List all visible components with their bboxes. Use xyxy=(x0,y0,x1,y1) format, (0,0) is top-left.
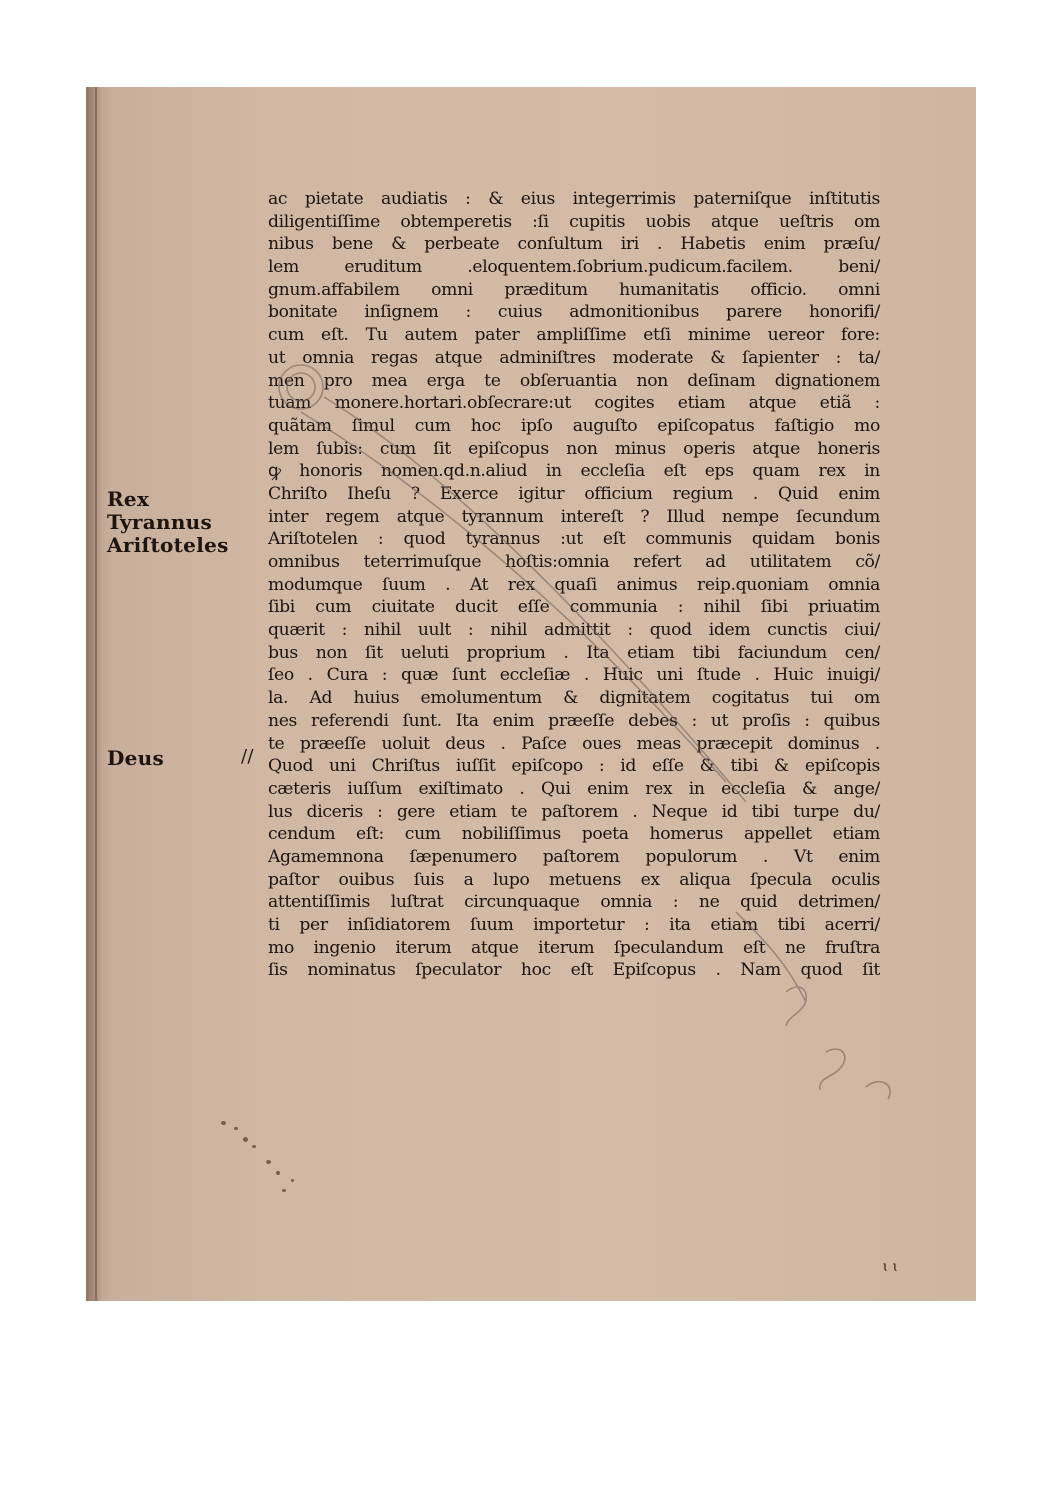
text-line: ſeo . Cura : quæ ſunt eccleſiæ . Huic uni ſtude . Huic inuigi/ xyxy=(268,665,880,686)
text-line: Ariſtotelen : quod tyrannus :ut eſt communis quidam bonis xyxy=(268,529,880,550)
text-line: te præeſſe uoluit deus . Paſce oues meas præcepit dominus . xyxy=(268,733,880,754)
body-text xyxy=(268,188,880,982)
text-line: lem eruditum .eloquentem.ſobrium.pudicum.facilem. beni/ xyxy=(268,257,880,278)
text-line: ti per inſidiatorem ſuum importetur : ita etiam tibi acerri/ xyxy=(268,915,880,935)
scanned-page xyxy=(86,87,976,1301)
text-line: attentiſſimis luſtrat circunquaque omnia : ne quid detrimen/ xyxy=(268,892,880,913)
text-line: la. Ad huius emolumentum & dignitatem cogitatus tui om xyxy=(268,688,880,709)
text-line: tuam monere.hortari.obſecrare:ut cogites etiam atque etiã : xyxy=(268,393,880,414)
text-line: Agamemnona ſæpenumero paſtorem populorum . Vt enim xyxy=(268,846,880,867)
stain-spot xyxy=(266,1160,271,1164)
margin-note-rex: Rex xyxy=(107,487,150,511)
text-line: bus non ſit ueluti proprium . Ita etiam tibi faciundum cen/ xyxy=(268,642,880,663)
stain-spot xyxy=(291,1179,294,1182)
stain-spot xyxy=(243,1137,248,1142)
text-line: ſis nominatus ſpeculator hoc eſt Epiſcopus . Nam quod ſit xyxy=(268,960,880,981)
text-line: lem ſubis: cum ſit epiſcopus non minus operis atque honeris xyxy=(268,438,880,459)
text-line: cum eſt. Tu autem pater ampliſſime etſi minime uereor fore: xyxy=(268,325,880,346)
text-line: lus diceris : gere etiam te paſtorem . Neque id tibi turpe du/ xyxy=(268,801,880,822)
binding-edge xyxy=(86,87,102,1301)
stain-spot xyxy=(276,1171,280,1175)
text-line: quærit : nihil uult : nihil admittit : quod idem cunctis ciui/ xyxy=(268,620,880,641)
margin-note-tyrannus: Tyrannus xyxy=(107,510,213,534)
text-line: ſibi cum ciuitate ducit eſſe communia : nihil ſibi priuatim xyxy=(268,597,880,618)
folio-marks: ɩ ɩ xyxy=(882,1259,898,1275)
text-line: paſtor ouibus ſuis a lupo metuens ex aliqua ſpecula oculis xyxy=(268,869,880,890)
deus-marker: // xyxy=(241,746,254,767)
text-line: cæteris iuſſum exiſtimato . Qui enim rex in eccleſia & ange/ xyxy=(268,778,880,799)
text-line: diligentiſſime obtemperetis :ſi cupitis uobis atque ueſtris om xyxy=(268,211,880,232)
margin-note-aristoteles: Ariſtoteles xyxy=(107,533,229,557)
text-line: nibus bene & perbeate conſultum iri . Habetis enim præſu/ xyxy=(268,234,880,255)
text-line: omnibus teterrimuſque hoſtis:omnia refert ad utilitatem cõ/ xyxy=(268,552,880,572)
text-line: quãtam ſimul cum hoc ipſo auguſto epiſcopatus faſtigio mo xyxy=(268,415,880,436)
text-line: ut omnia regas atque adminiſtres moderate & ſapienter : ta/ xyxy=(268,347,880,368)
text-line: ꝙ honoris nomen.qd.n.aliud in eccleſia eſt eps quam rex in xyxy=(268,461,880,482)
margin-note-deus: Deus xyxy=(107,746,165,770)
text-line: mo ingenio iterum atque iterum ſpeculandum eſt ne fruſtra xyxy=(268,937,880,958)
stain-spot xyxy=(252,1145,256,1148)
stain-spot xyxy=(221,1121,226,1125)
text-line: Quod uni Chriſtus iuſſit epiſcopo : id eſſe & tibi & epiſcopis xyxy=(268,756,880,777)
text-line: nes referendi ſunt. Ita enim præeſſe debes : ut proſis : quibus xyxy=(268,710,880,731)
text-line: Chriſto Iheſu ? Exerce igitur officium regium . Quid enim xyxy=(268,483,880,504)
text-line: ac pietate audiatis : & eius integerrimis paterniſque inſtitutis xyxy=(268,189,880,209)
text-line: cendum eſt: cum nobiliſſimus poeta homerus appellet etiam xyxy=(268,824,880,845)
text-line: men pro mea erga te obſeruantia non deſinam dignationem xyxy=(268,370,880,391)
text-line: inter regem atque tyrannum intereſt ? Illud nempe ſecundum xyxy=(268,506,880,527)
text-line: bonitate inſignem : cuius admonitionibus parere honorifi/ xyxy=(268,302,880,323)
binding-line xyxy=(95,87,97,1301)
text-line: modumque ſuum . At rex quaſi animus reip.quoniam omnia xyxy=(268,574,880,595)
text-line: gnum.affabilem omni præditum humanitatis officio. omni xyxy=(268,279,880,300)
stain-spot xyxy=(234,1127,238,1130)
stain-spot xyxy=(282,1189,286,1192)
